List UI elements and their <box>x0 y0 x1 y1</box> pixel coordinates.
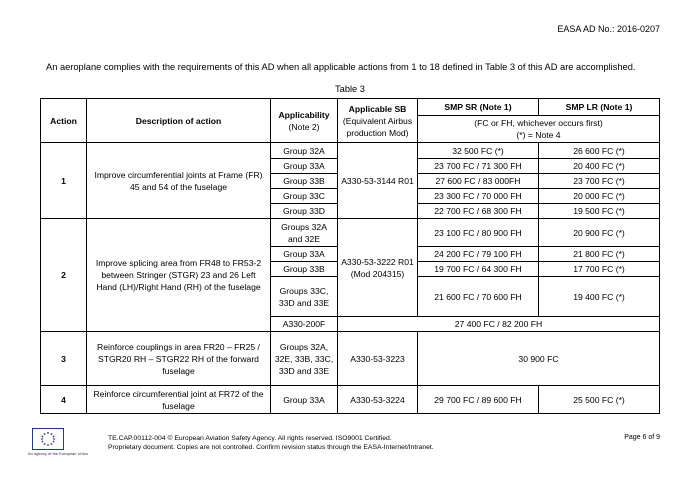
smp-sr-cell: 23 700 FC / 71 300 FH <box>418 159 539 174</box>
action-number: 4 <box>41 386 87 414</box>
smp-sr-cell: 32 500 FC (*) <box>418 143 539 159</box>
actions-table <box>40 98 660 414</box>
smp-lr-cell: 17 700 FC (*) <box>539 262 660 277</box>
footer-line: Proprietary document. Copies are not controlled. Confirm revision status through the EASA-Internet/Intranet. <box>108 444 434 451</box>
action-description: Improve circumferential joints at Frame (FR) 45 and 54 of the fuselage <box>87 143 271 219</box>
applicability-cell: Groups 33C, 33D and 33E <box>271 277 338 317</box>
smp-sr-cell: 24 200 FC / 79 100 FH <box>418 247 539 262</box>
smp-lr-cell: 20 000 FC (*) <box>539 189 660 204</box>
action-number: 3 <box>41 332 87 386</box>
applicability-cell: Group 33A <box>271 386 338 414</box>
smp-sr-cell: 19 700 FC / 64 300 FH <box>418 262 539 277</box>
smp-lr-cell: 26 600 FC (*) <box>539 143 660 159</box>
smp-lr-cell: 19 400 FC (*) <box>539 277 660 317</box>
table-row <box>41 219 660 247</box>
smp-lr-cell: 20 400 FC (*) <box>539 159 660 174</box>
footer-line: TE.CAP.00112-004 © European Aviation Safety Agency. All rights reserved. ISO9001 Certified. <box>108 435 392 442</box>
sb-cell: A330-53-3224 <box>338 386 418 414</box>
header-smp-lr: SMP LR (Note 1) <box>539 99 660 116</box>
smp-sr-cell: 27 600 FC / 83 000FH <box>418 174 539 189</box>
header-action: Action <box>41 99 87 143</box>
sb-cell: A330-53-3144 R01 <box>338 143 418 219</box>
smp-sr-cell: 23 100 FC / 80 900 FH <box>418 219 539 247</box>
smp-lr-cell: 25 500 FC (*) <box>539 386 660 414</box>
header-smp-sr: SMP SR (Note 1) <box>418 99 539 116</box>
table-header-row <box>41 99 660 116</box>
smp-lr-cell: 21 800 FC (*) <box>539 247 660 262</box>
logo-caption: An agency of the European Union <box>28 451 89 456</box>
applicability-cell: Group 33A <box>271 247 338 262</box>
smp-sr-cell: 22 700 FC / 68 300 FH <box>418 204 539 219</box>
smp-lr-cell: 20 900 FC (*) <box>539 219 660 247</box>
intro-text: An aeroplane complies with the requirements of this AD when all applicable actions from 1 to 18 defined in Table 3 of this AD are accomplished. <box>46 62 636 72</box>
applicability-cell: Group 33D <box>271 204 338 219</box>
header-applicable-sb: Applicable SB (Equivalent Airbus production Mod) <box>338 99 418 143</box>
applicability-cell: A330-200F <box>271 317 338 332</box>
page-number: Page 6 of 9 <box>624 434 660 441</box>
table-row <box>41 332 660 386</box>
table-row <box>41 386 660 414</box>
eu-stars-icon <box>33 429 63 449</box>
smp-sr-cell: 23 300 FC / 70 000 FH <box>418 189 539 204</box>
smp-lr-cell: 23 700 FC (*) <box>539 174 660 189</box>
header-fc-fh-note: (FC or FH, whichever occurs first) (*) = Note 4 <box>418 116 660 143</box>
header-description: Description of action <box>87 99 271 143</box>
ad-number: EASA AD No.: 2016-0207 <box>557 24 660 34</box>
eu-flag-logo <box>32 428 64 450</box>
applicability-cell: Groups 32A, 32E, 33B, 33C, 33D and 33E <box>271 332 338 386</box>
smp-combined-cell: 30 900 FC <box>418 332 660 386</box>
applicability-cell: Group 33B <box>271 174 338 189</box>
smp-sr-cell: 21 600 FC / 70 600 FH <box>418 277 539 317</box>
applicability-cell: Groups 32A and 32E <box>271 219 338 247</box>
table-caption: Table 3 <box>335 84 365 94</box>
sb-cell: A330-53-3222 R01 (Mod 204315) <box>338 219 418 317</box>
smp-combined-cell: 27 400 FC / 82 200 FH <box>338 317 660 332</box>
action-description: Improve splicing area from FR48 to FR53-2 between Stringer (STGR) 23 and 26 Left Hand (LH)/Right Hand (RH) of the fuselage <box>87 219 271 332</box>
action-number: 1 <box>41 143 87 219</box>
applicability-cell: Group 33A <box>271 159 338 174</box>
sb-cell: A330-53-3223 <box>338 332 418 386</box>
action-description: Reinforce couplings in area FR20 – FR25 / STGR20 RH – STGR22 RH of the forward fuselage <box>87 332 271 386</box>
applicability-cell: Group 33B <box>271 262 338 277</box>
footer-text <box>108 434 434 452</box>
applicability-cell: Group 32A <box>271 143 338 159</box>
action-description: Reinforce circumferential joint at FR72 of the fuselage <box>87 386 271 414</box>
header-applicability: Applicability (Note 2) <box>271 99 338 143</box>
action-number: 2 <box>41 219 87 332</box>
applicability-cell: Group 33C <box>271 189 338 204</box>
smp-sr-cell: 29 700 FC / 89 600 FH <box>418 386 539 414</box>
smp-lr-cell: 19 500 FC (*) <box>539 204 660 219</box>
table-row <box>41 143 660 159</box>
